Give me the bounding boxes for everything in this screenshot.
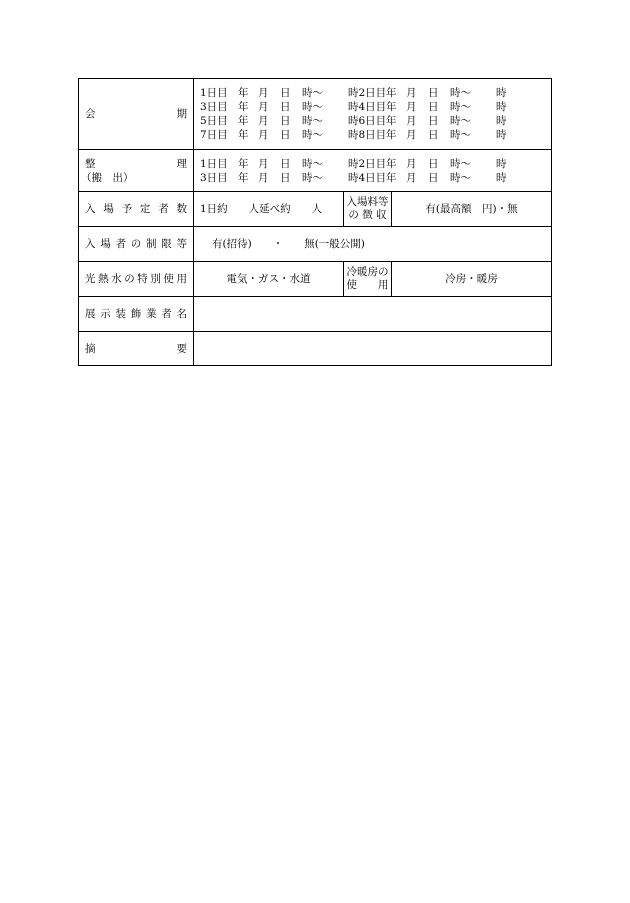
kaiki-a-part-3: 日	[280, 101, 291, 113]
kaiki-a-part-2: 月	[258, 101, 269, 113]
nyujo-label-char-4: 者	[158, 203, 169, 215]
kaiki-b-part-2: 月	[406, 129, 417, 141]
kaiki-a-part-0: 7日目	[200, 129, 228, 141]
kaiki-b-part-1: 年	[386, 115, 397, 127]
tekiyo-value[interactable]	[194, 332, 552, 366]
kounetsu-label-char-0: 光	[85, 273, 96, 285]
kaiki-b-part-4: 時〜	[450, 101, 471, 113]
tenji-label-char-6: 名	[176, 308, 187, 320]
kaiki-a-period[interactable]	[200, 128, 348, 142]
kounetsu-label-char-5: 別	[150, 273, 161, 285]
seiri-a-part-0: 3日目	[200, 171, 228, 184]
seiri-b-part-2: 月	[406, 157, 417, 170]
kaiki-a-part-2: 月	[258, 129, 269, 141]
kaiki-b-period[interactable]	[348, 86, 496, 100]
tenji-label-char-3: 飾	[130, 308, 142, 320]
seiri-a-part-2: 月	[258, 157, 269, 170]
seiri-a-part-4: 時〜	[302, 157, 323, 170]
kaiki-a-part-1: 年	[238, 101, 249, 113]
seigen-label-char-6: 等	[176, 238, 187, 250]
seigen-value[interactable]: 有(招待) ・ 無(一般公開)	[194, 227, 552, 262]
kaiki-a-part-0: 1日目	[200, 87, 228, 99]
seiri-end-hour: 時	[496, 157, 507, 170]
kaiki-a-period[interactable]	[200, 114, 348, 128]
fee-label-line1: 入場料等	[346, 196, 389, 208]
kounetsu-value[interactable]: 電気・ガス・水道	[194, 262, 344, 297]
fee-label-line2: の 徴 収	[348, 209, 387, 221]
seigen-label-cell	[79, 227, 194, 262]
kaiki-a-period[interactable]	[200, 86, 348, 100]
fee-value[interactable]: 有(最高額 円)・無	[392, 192, 552, 227]
seigen-label-char-2: 者	[115, 238, 126, 250]
kaiki-b-part-4: 時〜	[450, 87, 471, 99]
nyujo-label-char-0: 入	[85, 203, 96, 215]
seiri-label-char-1: 整	[85, 157, 96, 170]
seigen-label-char-5: 限	[161, 238, 172, 250]
seiri-a-part-1: 年	[238, 171, 249, 184]
kaiki-b-part-1: 年	[386, 87, 397, 99]
kaiki-b-part-4: 時〜	[450, 115, 471, 127]
kaiki-a-part-1: 年	[238, 115, 249, 127]
nyujo-yotei-value[interactable]: 1日約 人延べ約 人	[194, 192, 344, 227]
kaiki-b-period[interactable]	[348, 100, 496, 114]
kaiki-line	[200, 128, 551, 142]
seiri-a-part-0: 1日目	[200, 157, 228, 170]
tenji-value[interactable]	[194, 297, 552, 332]
nyujo-label-char-3: 定	[139, 203, 151, 215]
ac-label	[344, 262, 392, 297]
nyujo-yotei-row	[79, 192, 552, 227]
kaiki-a-part-3: 日	[280, 115, 291, 127]
kaiki-line	[200, 86, 551, 100]
kounetsu-label-cell	[79, 262, 194, 297]
kaiki-a-part-3: 日	[280, 87, 291, 99]
seiri-a-part-3: 日	[280, 171, 291, 184]
seigen-label-char-3: の	[130, 238, 142, 250]
kaiki-b-part-3: 日	[428, 101, 439, 113]
seigen-label	[85, 237, 187, 251]
seiri-b-part-3: 日	[428, 157, 439, 170]
seiri-a-part-2: 月	[258, 171, 269, 184]
seiri-line	[200, 157, 551, 171]
seiri-a-part-1: 年	[238, 157, 249, 170]
kaiki-a-part-0: 5日目	[200, 115, 228, 127]
kounetsu-label	[85, 272, 187, 286]
ac-label-line2: 使 用	[346, 279, 389, 291]
tenji-label-char-1: 示	[100, 308, 111, 320]
seiri-line	[200, 171, 551, 185]
kaiki-b-period[interactable]	[348, 128, 496, 142]
tekiyo-label	[79, 332, 194, 366]
nyujo-yotei-label-cell	[79, 192, 194, 227]
kaiki-row	[79, 79, 552, 150]
kaiki-a-part-3: 日	[280, 129, 291, 141]
seiri-a-period[interactable]	[200, 157, 348, 171]
seiri-a-part-4: 時〜	[302, 171, 323, 184]
kaiki-b-part-3: 日	[428, 87, 439, 99]
kaiki-a-part-0: 3日目	[200, 101, 228, 113]
kaiki-b-part-3: 日	[428, 129, 439, 141]
kaiki-a-part-4: 時〜	[302, 129, 323, 141]
seiri-label-char-2: 理	[176, 157, 187, 170]
kaiki-a-period[interactable]	[200, 100, 348, 114]
kounetsu-label-char-7: 用	[176, 273, 187, 285]
tekiyo-row	[79, 332, 552, 366]
kaiki-b-part-0: 時8日目	[348, 129, 387, 141]
seigen-label-char-4: 制	[146, 238, 157, 250]
seiri-b-part-4: 時〜	[450, 157, 471, 170]
kaiki-schedule	[194, 79, 552, 150]
kaiki-a-part-1: 年	[238, 87, 249, 99]
kaiki-b-part-0: 時4日目	[348, 101, 387, 113]
tekiyo-label-char-1: 摘	[85, 342, 96, 355]
seiri-a-period[interactable]	[200, 171, 348, 185]
tenji-row	[79, 297, 552, 332]
seiri-b-part-3: 日	[428, 171, 439, 184]
kaiki-b-part-1: 年	[386, 101, 397, 113]
kaiki-a-part-4: 時〜	[302, 101, 323, 113]
kaiki-b-part-2: 月	[406, 115, 417, 127]
nyujo-yotei-label	[85, 202, 187, 216]
kaiki-a-part-4: 時〜	[302, 87, 323, 99]
kaiki-b-part-2: 月	[406, 87, 417, 99]
kaiki-a-part-4: 時〜	[302, 115, 323, 127]
kaiki-a-part-2: 月	[258, 87, 269, 99]
seigen-label-char-1: 場	[100, 238, 111, 250]
kaiki-b-part-4: 時〜	[450, 129, 471, 141]
kaiki-b-period[interactable]	[348, 114, 496, 128]
tenji-label-char-0: 展	[85, 308, 96, 320]
fee-label	[344, 192, 392, 227]
kounetsu-label-char-2: 水	[111, 273, 122, 285]
seiri-b-part-0: 時4日目	[348, 171, 387, 184]
seiri-b-part-1: 年	[386, 171, 397, 184]
seiri-b-part-1: 年	[386, 157, 397, 170]
ac-label-line1: 冷暖房の	[346, 266, 389, 278]
kaiki-b-part-3: 日	[428, 115, 439, 127]
kaiki-end-hour: 時	[496, 101, 507, 113]
seiri-b-part-2: 月	[406, 171, 417, 184]
ac-value[interactable]: 冷房・暖房	[392, 262, 552, 297]
seiri-b-part-4: 時〜	[450, 171, 471, 184]
facility-use-form	[78, 78, 552, 366]
seiri-b-period[interactable]	[348, 157, 496, 171]
seiri-a-part-3: 日	[280, 157, 291, 170]
seiri-label-line2: （搬 出）	[81, 171, 134, 184]
tenji-label-char-5: 者	[161, 308, 172, 320]
seiri-end-hour: 時	[496, 171, 507, 184]
nyujo-label-char-2: 予	[121, 203, 133, 215]
kaiki-end-hour: 時	[496, 87, 507, 99]
tenji-label-char-2: 装	[115, 308, 126, 320]
kounetsu-label-char-1: 熱	[98, 273, 109, 285]
kaiki-line	[200, 100, 551, 114]
kaiki-a-part-2: 月	[258, 115, 269, 127]
seigen-row	[79, 227, 552, 262]
kaiki-line	[200, 114, 551, 128]
kounetsu-label-char-4: 特	[137, 273, 148, 285]
seiri-label	[79, 150, 194, 192]
seiri-row	[79, 150, 552, 192]
kaiki-a-part-1: 年	[238, 129, 249, 141]
seiri-schedule	[194, 150, 552, 192]
seigen-label-char-0: 入	[85, 238, 96, 250]
kounetsu-row	[79, 262, 552, 297]
kaiki-b-part-0: 時2日目	[348, 87, 387, 99]
seiri-b-period[interactable]	[348, 171, 496, 185]
kaiki-label-char-1: 会	[85, 108, 96, 120]
tenji-label	[85, 307, 187, 321]
kounetsu-label-char-3: の	[124, 273, 135, 285]
kaiki-end-hour: 時	[496, 129, 507, 141]
kaiki-end-hour: 時	[496, 115, 507, 127]
kaiki-b-part-2: 月	[406, 101, 417, 113]
kaiki-label	[79, 79, 194, 150]
tenji-label-cell	[79, 297, 194, 332]
seiri-b-part-0: 時2日目	[348, 157, 387, 170]
nyujo-label-char-5: 数	[176, 203, 187, 215]
kaiki-label-char-2: 期	[176, 108, 187, 120]
kaiki-b-part-0: 時6日目	[348, 115, 387, 127]
kaiki-b-part-1: 年	[386, 129, 397, 141]
nyujo-label-char-1: 場	[103, 203, 114, 215]
tenji-label-char-4: 業	[146, 308, 157, 320]
kounetsu-label-char-6: 使	[163, 273, 174, 285]
tekiyo-label-char-2: 要	[176, 342, 187, 355]
